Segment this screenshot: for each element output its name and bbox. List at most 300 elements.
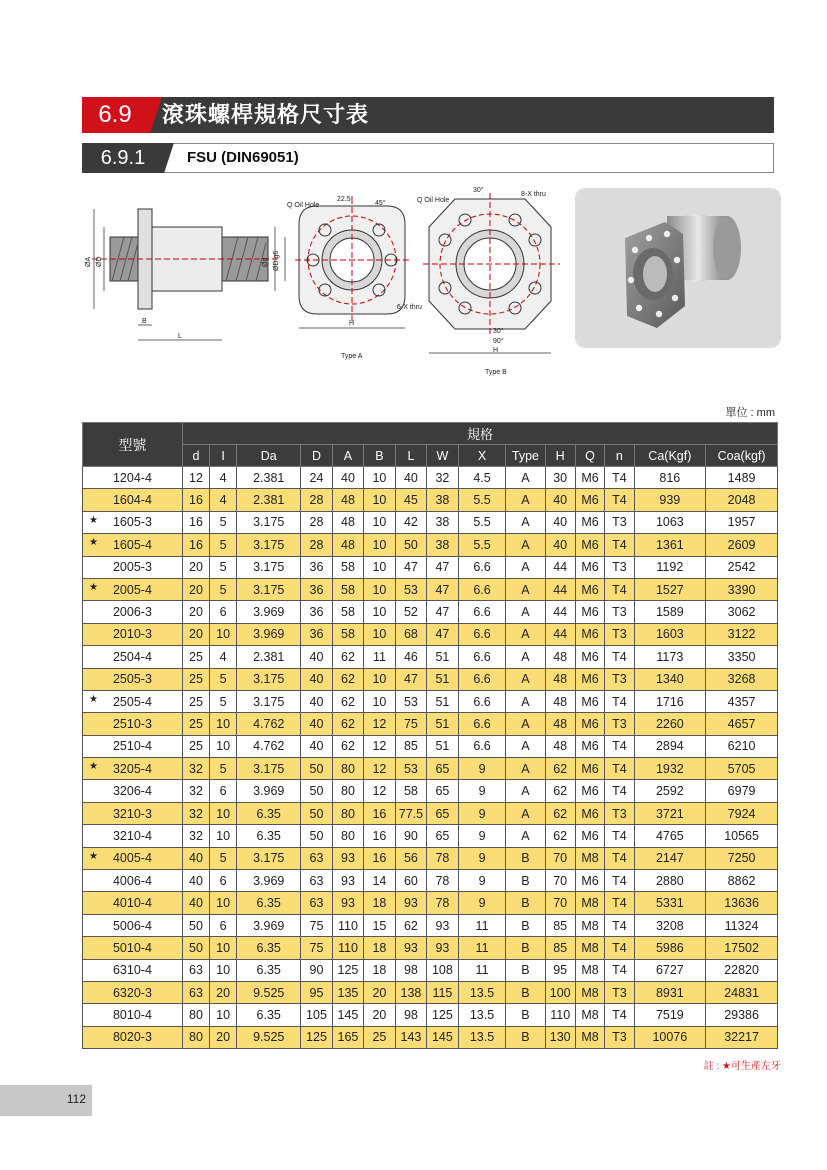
spec-cell: 62 bbox=[332, 690, 363, 712]
spec-cell: 3.969 bbox=[237, 914, 301, 936]
spec-cell: 58 bbox=[395, 780, 426, 802]
spec-cell: 7924 bbox=[706, 802, 778, 824]
spec-cell: 6.6 bbox=[458, 735, 506, 757]
table-header-row-2 bbox=[83, 445, 778, 467]
spec-cell: 5 bbox=[210, 556, 237, 578]
spec-cell: 6.35 bbox=[237, 959, 301, 981]
spec-cell: 16 bbox=[182, 489, 209, 511]
spec-cell: 95 bbox=[545, 959, 575, 981]
spec-cell: 40 bbox=[545, 511, 575, 533]
spec-cell: M6 bbox=[575, 870, 604, 892]
table-row bbox=[83, 758, 778, 780]
type-a-drawing bbox=[285, 188, 430, 368]
star-icon: ★ bbox=[89, 514, 98, 526]
spec-cell: M6 bbox=[575, 511, 604, 533]
spec-cell: A bbox=[506, 578, 545, 600]
spec-cell: T4 bbox=[605, 914, 634, 936]
spec-cell: T4 bbox=[605, 937, 634, 959]
model-cell bbox=[83, 735, 183, 757]
spec-cell: 48 bbox=[545, 668, 575, 690]
spec-cell: 20 bbox=[210, 981, 237, 1003]
spec-cell: 10 bbox=[210, 802, 237, 824]
spec-cell: 10 bbox=[210, 937, 237, 959]
spec-cell: 20 bbox=[364, 1004, 395, 1026]
type-a-thru: 6-X thru bbox=[397, 304, 422, 311]
spec-cell: 3122 bbox=[706, 623, 778, 645]
spec-cell: 10565 bbox=[706, 825, 778, 847]
spec-cell: A bbox=[506, 511, 545, 533]
model-number: 3206-4 bbox=[112, 784, 152, 799]
spec-cell: 48 bbox=[545, 713, 575, 735]
spec-cell: 1603 bbox=[634, 623, 706, 645]
spec-cell: 93 bbox=[395, 937, 426, 959]
spec-cell: 4 bbox=[210, 467, 237, 489]
spec-cell: A bbox=[506, 690, 545, 712]
spec-cell: 62 bbox=[545, 825, 575, 847]
subsection-number: 6.9.1 bbox=[82, 143, 164, 173]
spec-cell: 51 bbox=[427, 646, 458, 668]
spec-cell: 62 bbox=[332, 713, 363, 735]
spec-cell: M8 bbox=[575, 937, 604, 959]
spec-cell: 56 bbox=[395, 847, 426, 869]
spec-cell: 9.525 bbox=[237, 1026, 301, 1048]
spec-cell: 14 bbox=[364, 870, 395, 892]
spec-cell: 44 bbox=[545, 601, 575, 623]
spec-table bbox=[82, 422, 778, 1049]
spec-cell: 6.35 bbox=[237, 802, 301, 824]
spec-cell: 47 bbox=[427, 578, 458, 600]
spec-cell: 32217 bbox=[706, 1026, 778, 1048]
col-header: Ca(Kgf) bbox=[634, 445, 706, 467]
spec-cell: 28 bbox=[301, 534, 332, 556]
label-L: L bbox=[178, 333, 182, 340]
table-row bbox=[83, 601, 778, 623]
spec-cell: T3 bbox=[605, 713, 634, 735]
spec-cell: 4.5 bbox=[458, 467, 506, 489]
spec-cell: 50 bbox=[301, 780, 332, 802]
spec-cell: T4 bbox=[605, 780, 634, 802]
spec-cell: M6 bbox=[575, 780, 604, 802]
spec-cell: 6979 bbox=[706, 780, 778, 802]
model-cell bbox=[83, 556, 183, 578]
model-number: 6310-4 bbox=[112, 963, 152, 978]
table-row bbox=[83, 690, 778, 712]
spec-cell: A bbox=[506, 735, 545, 757]
spec-cell: 2609 bbox=[706, 534, 778, 556]
spec-cell: 6.6 bbox=[458, 690, 506, 712]
spec-cell: 11 bbox=[364, 646, 395, 668]
spec-cell: 40 bbox=[182, 892, 209, 914]
spec-cell: A bbox=[506, 623, 545, 645]
spec-cell: 4.762 bbox=[237, 735, 301, 757]
spec-cell: 65 bbox=[427, 758, 458, 780]
table-row bbox=[83, 1026, 778, 1048]
spec-cell: 40 bbox=[301, 735, 332, 757]
spec-cell: M6 bbox=[575, 668, 604, 690]
model-cell bbox=[83, 825, 183, 847]
spec-cell: 70 bbox=[545, 847, 575, 869]
spec-cell: 3.175 bbox=[237, 668, 301, 690]
spec-cell: 93 bbox=[427, 937, 458, 959]
spec-cell: 13.5 bbox=[458, 981, 506, 1003]
spec-cell: 20 bbox=[182, 578, 209, 600]
spec-cell: A bbox=[506, 780, 545, 802]
spec-cell: 32 bbox=[182, 802, 209, 824]
spec-cell: 165 bbox=[332, 1026, 363, 1048]
spec-cell: 110 bbox=[545, 1004, 575, 1026]
col-header: Coa(kgf) bbox=[706, 445, 778, 467]
spec-cell: 10 bbox=[364, 601, 395, 623]
spec-cell: 143 bbox=[395, 1026, 426, 1048]
spec-cell: 2.381 bbox=[237, 489, 301, 511]
spec-cell: 10 bbox=[364, 556, 395, 578]
spec-cell: 1932 bbox=[634, 758, 706, 780]
spec-cell: 40 bbox=[182, 847, 209, 869]
spec-cell: M6 bbox=[575, 556, 604, 578]
spec-cell: A bbox=[506, 758, 545, 780]
spec-cell: 38 bbox=[427, 511, 458, 533]
spec-cell: 2592 bbox=[634, 780, 706, 802]
spec-cell: 77.5 bbox=[395, 802, 426, 824]
spec-cell: 25 bbox=[182, 690, 209, 712]
model-cell bbox=[83, 623, 183, 645]
model-number: 3210-4 bbox=[112, 828, 152, 843]
spec-cell: 48 bbox=[332, 534, 363, 556]
spec-cell: 6 bbox=[210, 601, 237, 623]
spec-cell: 48 bbox=[332, 489, 363, 511]
spec-cell: 20 bbox=[364, 981, 395, 1003]
spec-cell: 50 bbox=[301, 802, 332, 824]
model-number: 3210-3 bbox=[112, 806, 152, 821]
col-header: Type bbox=[506, 445, 545, 467]
spec-cell: B bbox=[506, 1004, 545, 1026]
model-number: 2010-3 bbox=[112, 627, 152, 642]
spec-cell: 48 bbox=[545, 646, 575, 668]
spec-cell: T4 bbox=[605, 1004, 634, 1026]
table-row bbox=[83, 713, 778, 735]
model-number: 1204-4 bbox=[112, 470, 152, 485]
spec-cell: 40 bbox=[301, 690, 332, 712]
spec-cell: 62 bbox=[545, 802, 575, 824]
spec-cell: 2894 bbox=[634, 735, 706, 757]
footnote-star-icon: ★ bbox=[722, 1061, 731, 1072]
spec-cell: 16 bbox=[364, 847, 395, 869]
model-cell bbox=[83, 534, 183, 556]
model-cell bbox=[83, 870, 183, 892]
table-row bbox=[83, 556, 778, 578]
table-row bbox=[83, 668, 778, 690]
spec-cell: 20 bbox=[182, 556, 209, 578]
spec-cell: A bbox=[506, 802, 545, 824]
model-cell bbox=[83, 892, 183, 914]
spec-cell: 108 bbox=[427, 959, 458, 981]
spec-cell: 22820 bbox=[706, 959, 778, 981]
spec-cell: 816 bbox=[634, 467, 706, 489]
spec-cell: 10 bbox=[364, 690, 395, 712]
spec-cell: 9 bbox=[458, 802, 506, 824]
spec-cell: 3062 bbox=[706, 601, 778, 623]
table-row bbox=[83, 959, 778, 981]
spec-cell: B bbox=[506, 892, 545, 914]
spec-cell: 10 bbox=[210, 825, 237, 847]
unit-label: 單位 : mm bbox=[725, 407, 775, 419]
col-header: W bbox=[427, 445, 458, 467]
spec-cell: 80 bbox=[182, 1026, 209, 1048]
type-b-angle-bot2: 90° bbox=[493, 338, 504, 345]
spec-cell: M6 bbox=[575, 623, 604, 645]
table-row bbox=[83, 578, 778, 600]
model-number: 1605-3 bbox=[112, 515, 152, 530]
spec-cell: 36 bbox=[301, 556, 332, 578]
col-header: Da bbox=[237, 445, 301, 467]
spec-cell: 10 bbox=[210, 735, 237, 757]
spec-cell: 12 bbox=[364, 713, 395, 735]
table-row bbox=[83, 511, 778, 533]
product-photo bbox=[575, 188, 781, 348]
spec-cell: 4.762 bbox=[237, 713, 301, 735]
spec-cell: M8 bbox=[575, 981, 604, 1003]
table-row bbox=[83, 981, 778, 1003]
spec-cell: T3 bbox=[605, 556, 634, 578]
spec-cell: 11 bbox=[458, 959, 506, 981]
spec-cell: 63 bbox=[301, 892, 332, 914]
spec-cell: M6 bbox=[575, 690, 604, 712]
spec-cell: 75 bbox=[395, 713, 426, 735]
model-cell bbox=[83, 601, 183, 623]
spec-cell: 3.175 bbox=[237, 556, 301, 578]
spec-cell: 6.35 bbox=[237, 825, 301, 847]
spec-cell: 62 bbox=[332, 735, 363, 757]
spec-cell: 75 bbox=[301, 914, 332, 936]
col-header: X bbox=[458, 445, 506, 467]
spec-cell: 98 bbox=[395, 1004, 426, 1026]
spec-cell: 38 bbox=[427, 489, 458, 511]
spec-cell: T4 bbox=[605, 735, 634, 757]
spec-cell: 62 bbox=[545, 780, 575, 802]
spec-cell: 3390 bbox=[706, 578, 778, 600]
model-number: 1604-4 bbox=[112, 493, 152, 508]
spec-cell: 45 bbox=[395, 489, 426, 511]
spec-cell: M8 bbox=[575, 1004, 604, 1026]
spec-cell: 7519 bbox=[634, 1004, 706, 1026]
spec-cell: 5.5 bbox=[458, 489, 506, 511]
model-number: 4010-4 bbox=[112, 896, 152, 911]
spec-cell: T4 bbox=[605, 825, 634, 847]
spec-cell: 47 bbox=[395, 556, 426, 578]
spec-cell: 47 bbox=[427, 601, 458, 623]
spec-cell: 51 bbox=[427, 668, 458, 690]
spec-cell: 8931 bbox=[634, 981, 706, 1003]
spec-cell: 25 bbox=[364, 1026, 395, 1048]
spec-cell: 9 bbox=[458, 780, 506, 802]
spec-cell: B bbox=[506, 981, 545, 1003]
spec-cell: 28 bbox=[301, 511, 332, 533]
spec-cell: 6.6 bbox=[458, 646, 506, 668]
model-number: 2505-3 bbox=[112, 672, 152, 687]
spec-cell: A bbox=[506, 489, 545, 511]
spec-cell: 32 bbox=[427, 467, 458, 489]
spec-cell: 125 bbox=[301, 1026, 332, 1048]
spec-cell: 6727 bbox=[634, 959, 706, 981]
type-b-angle-bot: 30° bbox=[493, 328, 504, 335]
spec-cell: 3350 bbox=[706, 646, 778, 668]
spec-cell: 16 bbox=[364, 825, 395, 847]
spec-cell: 6.35 bbox=[237, 1004, 301, 1026]
spec-cell: 5705 bbox=[706, 758, 778, 780]
col-header: H bbox=[545, 445, 575, 467]
type-a-h: H bbox=[349, 320, 355, 327]
spec-cell: 12 bbox=[364, 735, 395, 757]
spec-cell: 3.175 bbox=[237, 847, 301, 869]
star-icon: ★ bbox=[89, 537, 98, 549]
footnote-prefix: 註 : bbox=[703, 1061, 723, 1072]
spec-cell: 5 bbox=[210, 690, 237, 712]
spec-cell: M6 bbox=[575, 802, 604, 824]
star-icon: ★ bbox=[89, 761, 98, 773]
type-b-thru: 8-X thru bbox=[521, 191, 546, 198]
spec-cell: 65 bbox=[427, 825, 458, 847]
spec-cell: M6 bbox=[575, 713, 604, 735]
section-title: 滾珠螺桿規格尺寸表 bbox=[162, 102, 370, 127]
spec-cell: 9 bbox=[458, 870, 506, 892]
spec-cell: 62 bbox=[332, 668, 363, 690]
spec-cell: A bbox=[506, 556, 545, 578]
spec-cell: 80 bbox=[182, 1004, 209, 1026]
spec-cell: 4357 bbox=[706, 690, 778, 712]
type-b-label: Type B bbox=[485, 369, 507, 376]
spec-cell: 3.969 bbox=[237, 601, 301, 623]
spec-cell: 6.6 bbox=[458, 623, 506, 645]
spec-cell: A bbox=[506, 467, 545, 489]
spec-cell: 32 bbox=[182, 758, 209, 780]
table-row bbox=[83, 735, 778, 757]
spec-cell: B bbox=[506, 959, 545, 981]
section-number: 6.9 bbox=[82, 97, 148, 133]
model-number: 4006-4 bbox=[112, 873, 152, 888]
spec-cell: M6 bbox=[575, 467, 604, 489]
model-number: 8010-4 bbox=[112, 1008, 152, 1023]
spec-cell: 36 bbox=[301, 601, 332, 623]
spec-cell: T4 bbox=[605, 534, 634, 556]
table-row bbox=[83, 467, 778, 489]
star-icon: ★ bbox=[89, 850, 98, 862]
model-number: 2005-3 bbox=[112, 560, 152, 575]
spec-cell: 1957 bbox=[706, 511, 778, 533]
spec-cell: 1361 bbox=[634, 534, 706, 556]
star-icon: ★ bbox=[89, 581, 98, 593]
model-number: 2006-3 bbox=[112, 605, 152, 620]
spec-cell: 38 bbox=[427, 534, 458, 556]
spec-cell: 16 bbox=[364, 802, 395, 824]
label-dA: ØA bbox=[85, 256, 92, 267]
spec-cell: 80 bbox=[332, 825, 363, 847]
spec-cell: 5 bbox=[210, 758, 237, 780]
spec-cell: B bbox=[506, 870, 545, 892]
model-number: 2510-3 bbox=[112, 716, 152, 731]
spec-cell: 50 bbox=[301, 825, 332, 847]
spec-cell: T3 bbox=[605, 1026, 634, 1048]
spec-cell: 10 bbox=[364, 489, 395, 511]
table-row bbox=[83, 534, 778, 556]
spec-cell: M6 bbox=[575, 534, 604, 556]
star-icon: ★ bbox=[89, 693, 98, 705]
ball-screw-nut-image bbox=[575, 188, 781, 348]
spec-cell: 1173 bbox=[634, 646, 706, 668]
spec-cell: 3.969 bbox=[237, 623, 301, 645]
spec-cell: M8 bbox=[575, 959, 604, 981]
spec-cell: 20 bbox=[182, 601, 209, 623]
spec-cell: 10 bbox=[364, 534, 395, 556]
model-cell bbox=[83, 802, 183, 824]
spec-cell: 100 bbox=[545, 981, 575, 1003]
spec-cell: 135 bbox=[332, 981, 363, 1003]
spec-cell: 5 bbox=[210, 847, 237, 869]
label-dDg6: ØD g6 bbox=[273, 250, 280, 271]
spec-cell: 48 bbox=[545, 735, 575, 757]
table-row bbox=[83, 937, 778, 959]
model-cell bbox=[83, 467, 183, 489]
spec-cell: 18 bbox=[364, 937, 395, 959]
spec-cell: 6.6 bbox=[458, 668, 506, 690]
spec-cell: 93 bbox=[332, 892, 363, 914]
spec-cell: 80 bbox=[332, 802, 363, 824]
model-cell bbox=[83, 959, 183, 981]
spec-cell: 5 bbox=[210, 511, 237, 533]
spec-cell: 1192 bbox=[634, 556, 706, 578]
spec-cell: 4 bbox=[210, 489, 237, 511]
spec-cell: M6 bbox=[575, 489, 604, 511]
spec-cell: 44 bbox=[545, 623, 575, 645]
model-cell bbox=[83, 981, 183, 1003]
spec-cell: 8862 bbox=[706, 870, 778, 892]
spec-cell: 13636 bbox=[706, 892, 778, 914]
spec-cell: B bbox=[506, 847, 545, 869]
spec-cell: 12 bbox=[364, 758, 395, 780]
spec-cell: 6 bbox=[210, 914, 237, 936]
spec-cell: 32 bbox=[182, 780, 209, 802]
spec-cell: 40 bbox=[395, 467, 426, 489]
spec-cell: 58 bbox=[332, 601, 363, 623]
spec-cell: 53 bbox=[395, 758, 426, 780]
spec-cell: 10 bbox=[210, 623, 237, 645]
spec-cell: A bbox=[506, 825, 545, 847]
section-header bbox=[82, 97, 774, 133]
spec-cell: 80 bbox=[332, 758, 363, 780]
spec-cell: 3721 bbox=[634, 802, 706, 824]
spec-cell: 125 bbox=[332, 959, 363, 981]
spec-cell: 40 bbox=[301, 713, 332, 735]
table-row bbox=[83, 802, 778, 824]
subsection-title: FSU (DIN69051) bbox=[187, 149, 299, 166]
spec-cell: 18 bbox=[364, 959, 395, 981]
spec-cell: A bbox=[506, 601, 545, 623]
spec-cell: 4 bbox=[210, 646, 237, 668]
spec-cell: 3.969 bbox=[237, 870, 301, 892]
spec-cell: 85 bbox=[395, 735, 426, 757]
spec-cell: T4 bbox=[605, 690, 634, 712]
model-cell bbox=[83, 1004, 183, 1026]
spec-cell: 130 bbox=[545, 1026, 575, 1048]
model-number: 5010-4 bbox=[112, 940, 152, 955]
side-view-drawing bbox=[80, 195, 290, 345]
spec-cell: M8 bbox=[575, 847, 604, 869]
spec-cell: 3.175 bbox=[237, 758, 301, 780]
spec-cell: 9 bbox=[458, 758, 506, 780]
spec-cell: 25 bbox=[182, 735, 209, 757]
spec-cell: T3 bbox=[605, 623, 634, 645]
spec-cell: 58 bbox=[332, 623, 363, 645]
model-cell bbox=[83, 713, 183, 735]
